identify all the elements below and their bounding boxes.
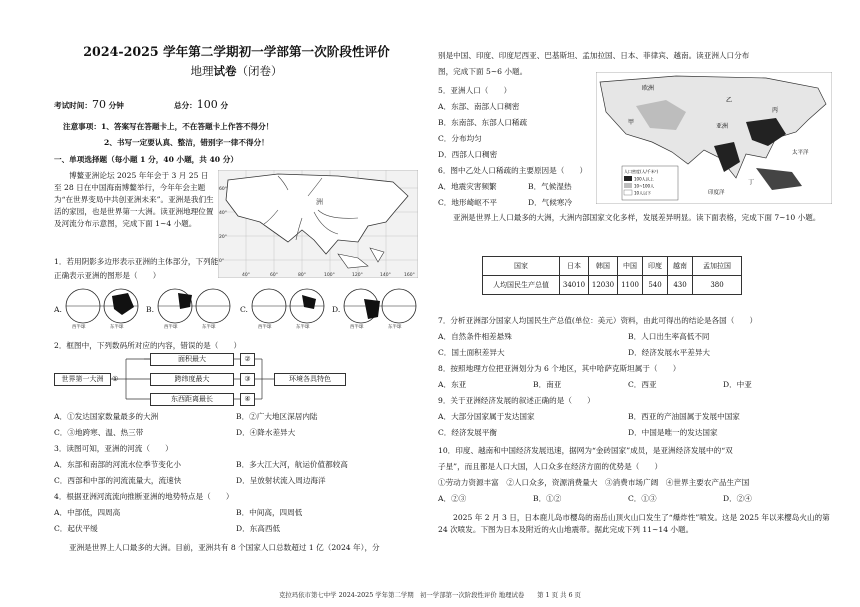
gdp-header-cell: 日本 bbox=[560, 257, 589, 276]
q9-option-b[interactable]: B．西亚的产油国属于发展中国家 bbox=[628, 412, 740, 421]
q3-option-c[interactable]: C．西部和中部的河流流量大，流速快 bbox=[54, 476, 182, 485]
q7-option-b[interactable]: B．人口出生率高低不同 bbox=[628, 332, 710, 341]
q6-option-d[interactable]: D．气候寒冷 bbox=[528, 198, 573, 207]
notes-label: 注意事项： bbox=[63, 122, 101, 131]
page-footer: 克拉玛依市第七中学 2024-2025 学年第二学期 初一学部第一次阶段性评价 地理试卷 第 1 页 共 6 页 bbox=[279, 591, 581, 599]
q2-num-3: ③ bbox=[240, 373, 255, 386]
q2-num-1: ① bbox=[112, 375, 119, 383]
q5-stem: 5．亚洲人口（ ） bbox=[438, 86, 512, 95]
q1-option-b-label[interactable]: B. bbox=[146, 305, 154, 314]
west-hemisphere-label: 西半球 bbox=[164, 325, 178, 329]
q8-option-d[interactable]: D．中亚 bbox=[723, 380, 752, 389]
q1-options bbox=[54, 283, 419, 331]
q6-option-b[interactable]: B．气候湿热 bbox=[528, 182, 572, 191]
exam-subtitle bbox=[54, 66, 419, 76]
lon-label: 140° bbox=[380, 273, 391, 278]
q8-stem: 8．按照地理方位把亚洲划分为 6 个地区，其中哈萨克斯坦属于（ ） bbox=[438, 364, 681, 373]
subtitle-bold: 试卷 bbox=[213, 64, 237, 78]
table-row bbox=[483, 257, 742, 276]
gdp-header-cell: 国家 bbox=[483, 257, 560, 276]
q10-option-a[interactable]: A．②③ bbox=[438, 494, 467, 503]
q1-stem-line-1: 1．若用阴影多边形表示亚洲的主体部分，下列能 bbox=[54, 257, 219, 266]
gdp-table bbox=[482, 256, 742, 295]
q2-box-latitude: 跨纬度最大 bbox=[150, 373, 234, 386]
q8-option-b[interactable]: B．南亚 bbox=[533, 380, 562, 389]
q4-option-d[interactable]: D．东高西低 bbox=[236, 524, 281, 533]
asia-river-map bbox=[218, 170, 418, 278]
legend-medium: 10~100人 bbox=[634, 183, 655, 189]
time-label: 考试时间： bbox=[54, 101, 92, 110]
q1-option-c-figure[interactable] bbox=[250, 287, 328, 329]
gdp-value-cell: 540 bbox=[643, 276, 668, 295]
q1-option-d-label[interactable]: D. bbox=[332, 305, 341, 314]
east-hemisphere-label: 东半球 bbox=[110, 325, 124, 329]
q10-items: ①劳动力资源丰富 ②人口众多，资源消费量大 ③消费市场广阔 ④世界主要农产品生产国 bbox=[438, 478, 750, 487]
intro-paragraph-2-cont-1: 别是中国、印度、印度尼西亚、巴基斯坦、孟加拉国、日本、菲律宾、越南。读亚洲人口分布 bbox=[438, 51, 750, 60]
q9-option-a[interactable]: A．大部分国家属于发达国家 bbox=[438, 412, 535, 421]
q2-start-box: 世界第一大洲 bbox=[54, 373, 111, 386]
q2-box-area: 面积最大 bbox=[150, 353, 234, 366]
q1-option-a-figure[interactable] bbox=[64, 287, 142, 329]
west-hemisphere-label: 西半球 bbox=[350, 325, 364, 329]
q10-option-b[interactable]: B．①② bbox=[533, 494, 562, 503]
q10-option-c[interactable]: C．①③ bbox=[628, 494, 657, 503]
legend-sparse: 10人以下 bbox=[634, 190, 652, 196]
q2-box-east-west: 东西距离最长 bbox=[150, 393, 234, 406]
q2-option-c[interactable]: C．③地跨寒、温、热三带 bbox=[54, 428, 144, 437]
q10-stem-line-2: 子星”，而且都是人口大国，人口众多在经济方面的优势是（ ） bbox=[438, 462, 663, 471]
asia-shape bbox=[178, 293, 192, 309]
right-column bbox=[438, 0, 833, 590]
map-region-label: 洲 bbox=[316, 198, 323, 206]
left-column bbox=[54, 0, 419, 590]
note-1: 1、答案写在答题卡上，不在答题卡上作答不得分！ bbox=[100, 122, 274, 131]
lon-label: 120° bbox=[352, 273, 363, 278]
q8-option-a[interactable]: A．东亚 bbox=[438, 380, 467, 389]
pop-label-europe: 欧洲 bbox=[642, 85, 655, 92]
lon-label: 40° bbox=[242, 273, 250, 278]
notes-line-1 bbox=[63, 122, 273, 132]
pop-label-bing: 丙 bbox=[772, 107, 779, 114]
west-hemisphere-label: 西半球 bbox=[258, 325, 272, 329]
q2-diagram bbox=[54, 353, 419, 405]
q4-option-b[interactable]: B．中间高，四周低 bbox=[236, 508, 303, 517]
exam-score bbox=[174, 100, 228, 111]
q5-option-c[interactable]: C．分布均匀 bbox=[438, 134, 482, 143]
asia-population-map bbox=[596, 72, 832, 204]
q3-option-b[interactable]: B．多大江大河，航运价值都较高 bbox=[236, 460, 348, 469]
q6-option-c[interactable]: C．地形崎岖不平 bbox=[438, 198, 497, 207]
q10-option-d[interactable]: D．②④ bbox=[723, 494, 752, 503]
intro-paragraph-3: 亚洲是世界上人口最多的大洲，大洲内部国家文化多样，发展差异明显。读下面表格，完成下面 7~10 小题。 bbox=[453, 213, 821, 222]
gdp-header-cell: 韩国 bbox=[589, 257, 618, 276]
intro-paragraph-2-cont-2: 图，完成下面 5~6 小题。 bbox=[438, 67, 528, 76]
lon-label: 80° bbox=[298, 273, 306, 278]
pop-legend-title: 人口密度(人/千米²) bbox=[624, 169, 659, 174]
lon-label: 100° bbox=[324, 273, 335, 278]
exam-title: 2024-2025 学年第二学期初一学部第一次阶段性评价 bbox=[83, 44, 390, 59]
subtitle-prefix: 地理 bbox=[190, 64, 214, 78]
east-hemisphere-label: 东半球 bbox=[388, 325, 402, 329]
gdp-header-cell: 印度 bbox=[643, 257, 668, 276]
gdp-value-cell: 12030 bbox=[589, 276, 618, 295]
gdp-header-cell: 中国 bbox=[618, 257, 643, 276]
q9-option-c[interactable]: C．经济发展平衡 bbox=[438, 428, 497, 437]
lon-label: 60° bbox=[270, 273, 278, 278]
east-hemisphere-label: 东半球 bbox=[296, 325, 310, 329]
gdp-header-cell: 越南 bbox=[668, 257, 693, 276]
score-value: 100 bbox=[196, 98, 218, 111]
q6-option-a[interactable]: A．地震灾害频繁 bbox=[438, 182, 497, 191]
gdp-header-cell: 孟加拉国 bbox=[693, 257, 742, 276]
pop-legend bbox=[622, 166, 678, 200]
legend-dense: 100人以上 bbox=[634, 176, 654, 182]
q6-stem: 6．图中乙处人口稀疏的主要原因是（ ） bbox=[438, 166, 588, 175]
q1-option-b-figure[interactable] bbox=[156, 287, 234, 329]
q8-option-c[interactable]: C．西亚 bbox=[628, 380, 657, 389]
gdp-value-cell: 430 bbox=[668, 276, 693, 295]
asia-shape bbox=[112, 293, 134, 315]
q5-option-b[interactable]: B．东南部、东部人口稀疏 bbox=[438, 118, 528, 127]
legend-swatch-medium bbox=[624, 183, 632, 188]
q1-option-d-figure[interactable] bbox=[342, 287, 420, 329]
q10-stem-line-1: 10．印度、越南和中国经济发展迅速，据网为“金砖国家”成员，是亚洲经济发展中的“双 bbox=[438, 446, 733, 455]
q2-option-d[interactable]: D．④降水差异大 bbox=[236, 428, 296, 437]
intro-paragraph-1: 博鳌亚洲论坛 2025 年年会于 3 月 25 日至 28 日在中国海南博鳌举行，今年年会主题为“在世界变局中共创亚洲未来”。亚洲是我们生活的家园，也是世界第一大洲。读亚洲地理位置及河流分布示意图，完成下面 1~4 小题。 bbox=[54, 171, 214, 228]
q5-option-a[interactable]: A．东部、南部人口稠密 bbox=[438, 102, 520, 111]
gdp-row-label: 人均国民生产总值 bbox=[483, 276, 560, 295]
east-hemisphere-label: 东半球 bbox=[202, 325, 216, 329]
q7-stem: 7．分析亚洲部分国家人均国民生产总值(单位：美元）资料，由此可得出的结论是各国（ ） bbox=[438, 316, 758, 325]
table-row bbox=[483, 276, 742, 295]
q7-option-a[interactable]: A．自然条件相差悬殊 bbox=[438, 332, 512, 341]
q1-option-c-label[interactable]: C. bbox=[240, 305, 248, 314]
legend-swatch-dense bbox=[624, 176, 632, 181]
lat-label: 40° bbox=[219, 211, 227, 216]
west-hemisphere-label: 西半球 bbox=[72, 325, 86, 329]
time-value: 70 bbox=[91, 98, 106, 111]
lat-label: 0° bbox=[219, 259, 225, 264]
section-1-heading: 一、单项选择题（每小题 1 分，40 小题，共 40 分） bbox=[54, 155, 238, 164]
lat-label: 20° bbox=[219, 235, 227, 240]
lon-label: 160° bbox=[404, 273, 415, 278]
q2-option-b[interactable]: B．②广大地区深居内陆 bbox=[236, 412, 318, 421]
gdp-value-cell: 380 bbox=[693, 276, 742, 295]
q7-option-c[interactable]: C．国土面积差异大 bbox=[438, 348, 505, 357]
q3-stem: 3．读图可知，亚洲的河流（ ） bbox=[54, 444, 173, 453]
pop-label-pacific: 太平洋 bbox=[792, 150, 809, 156]
q9-option-d[interactable]: D．中国是唯一的发达国家 bbox=[628, 428, 718, 437]
lat-label: 60° bbox=[219, 187, 227, 192]
pop-label-yi: 乙 bbox=[726, 97, 733, 104]
pop-label-asia: 亚洲 bbox=[716, 123, 729, 130]
q3-option-a[interactable]: A．东部和南部的河流水位季节变化小 bbox=[54, 460, 181, 469]
intro-paragraph-4: 2025 年 2 月 3 日，日本鹿儿岛市樱岛的南岳山顶火山口发生了“爆炸性”喷发。这是 2025 年以来樱岛火山的第 24 次喷发。下图为日本及附近的火山地震带。据此完成下列 11~14 小题。 bbox=[438, 513, 830, 534]
pop-label-indian-ocean: 印度洋 bbox=[708, 190, 725, 196]
q2-option-a[interactable]: A．①发达国家数量最多的大洲 bbox=[54, 412, 159, 421]
time-unit: 分钟 bbox=[108, 101, 124, 110]
score-label: 总分： bbox=[174, 101, 197, 110]
subtitle-suffix: （闭卷） bbox=[236, 64, 283, 78]
q4-option-a[interactable]: A．中部低，四周高 bbox=[54, 508, 121, 517]
q2-end-box: 环境各具特色 bbox=[274, 373, 346, 386]
q1-option-a-label[interactable]: A. bbox=[54, 305, 62, 314]
note-2: 2、书写一定要认真、整洁，错别字一律不得分！ bbox=[104, 138, 269, 147]
score-unit: 分 bbox=[220, 101, 229, 110]
q9-stem: 9．关于亚洲经济发展的叙述正确的是（ ） bbox=[438, 396, 595, 405]
q2-num-2: ② bbox=[240, 353, 255, 366]
asia-shape bbox=[302, 295, 316, 309]
q5-option-d[interactable]: D．西部人口稠密 bbox=[438, 150, 498, 159]
q4-stem: 4．根据亚洲河流流向推断亚洲的地势特点是（ ） bbox=[54, 492, 234, 501]
pop-label-jia: 甲 bbox=[628, 119, 635, 126]
gdp-value-cell: 34010 bbox=[560, 276, 589, 295]
q3-option-d[interactable]: D．呈放射状流入周边海洋 bbox=[236, 476, 326, 485]
intro-paragraph-2-start: 亚洲是世界上人口最多的大洲。目前，亚洲共有 8 个国家人口总数超过 1 亿（2024 年），分 bbox=[69, 543, 380, 552]
gdp-value-cell: 1100 bbox=[618, 276, 643, 295]
q4-option-c[interactable]: C．起伏平缓 bbox=[54, 524, 98, 533]
asia-shape bbox=[364, 299, 380, 319]
q2-stem: 2．框图中，下列数码所对应的内容，错误的是（ ） bbox=[54, 341, 242, 350]
exam-time bbox=[54, 100, 124, 111]
pop-label-ding: 丁 bbox=[748, 179, 755, 186]
q7-option-d[interactable]: D．经济发展水平差异大 bbox=[628, 348, 711, 357]
legend-swatch-sparse bbox=[624, 190, 632, 195]
q2-num-4: ④ bbox=[240, 393, 255, 406]
q1-stem-line-2: 正确表示亚洲的图形是（ ） bbox=[54, 271, 161, 280]
